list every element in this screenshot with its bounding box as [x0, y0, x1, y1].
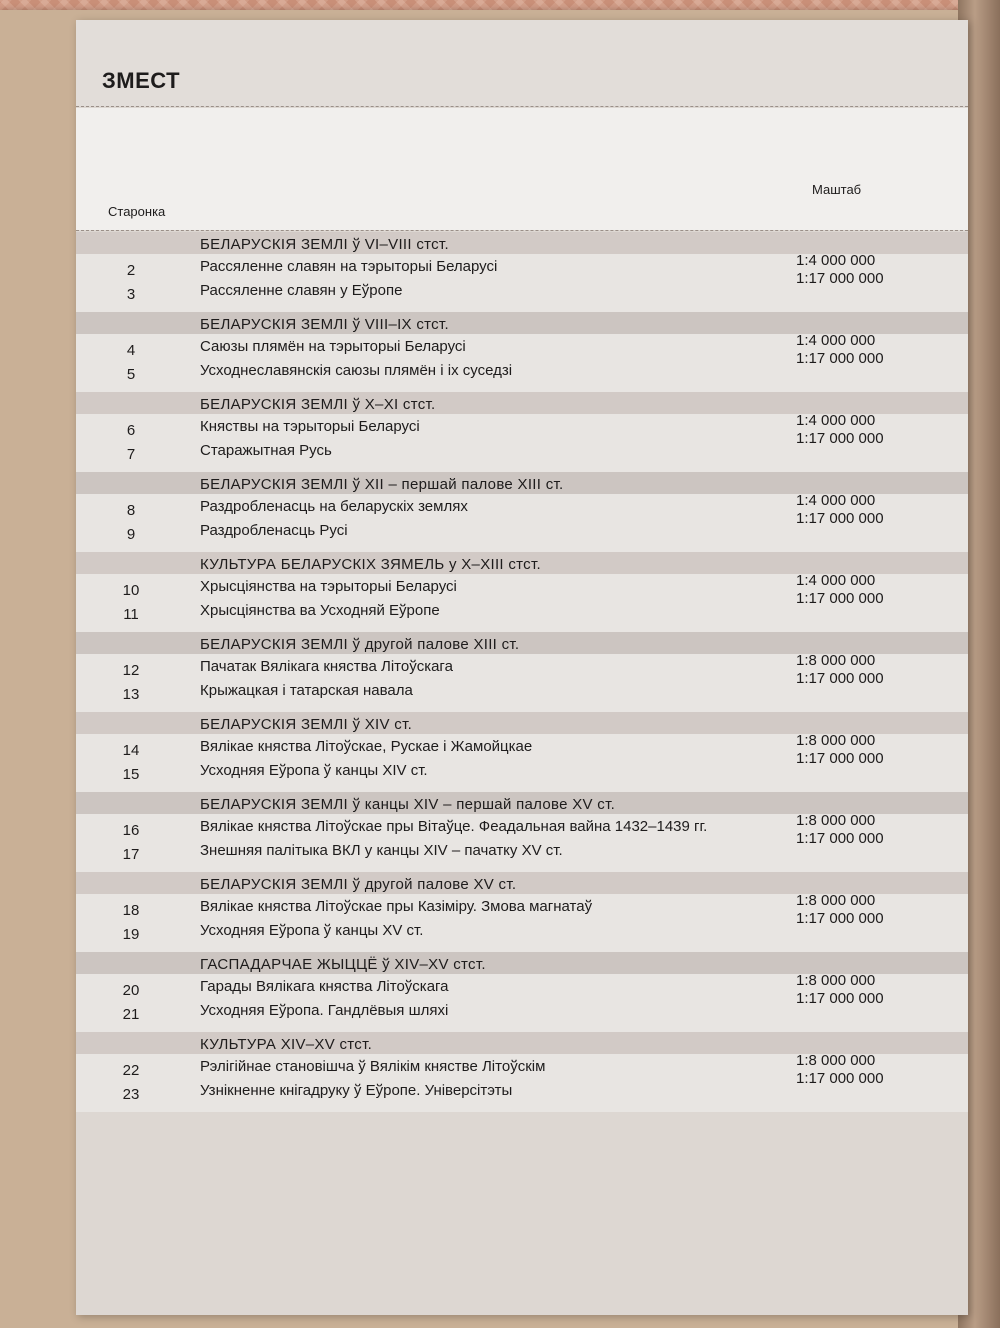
entry-scale: 1:8 000 000 — [796, 972, 876, 989]
entry-scale: 1:4 000 000 — [796, 492, 876, 509]
section-heading-band — [76, 552, 968, 574]
section-heading-band — [76, 392, 968, 414]
contents-section — [76, 392, 968, 472]
contents-section — [76, 472, 968, 552]
entry-page-number: 13 — [122, 686, 140, 703]
section-heading-band — [76, 792, 968, 814]
entry-page-number: 4 — [126, 342, 136, 359]
section-heading-band — [76, 472, 968, 494]
contents-page — [76, 20, 968, 1315]
entry-page-number: 10 — [122, 582, 140, 599]
entry-title: Пачатак Вялікага княства Літоўскага — [200, 658, 453, 675]
entry-title: Раздробленасць Русі — [200, 522, 348, 539]
entry-scale: 1:17 000 000 — [796, 510, 884, 527]
entry-title: Рэлігійнае становішча ў Вялікім княстве Літоўскім — [200, 1058, 546, 1075]
entry-scale: 1:17 000 000 — [796, 270, 884, 287]
entry-title: Крыжацкая і татарская навала — [200, 682, 413, 699]
entry-page-number: 22 — [122, 1062, 140, 1079]
contents-list — [76, 232, 968, 1112]
contents-section — [76, 232, 968, 312]
contents-entry — [76, 350, 968, 386]
section-heading: БЕЛАРУСКІЯ ЗЕМЛІ ў XII – першай палове XIII ст. — [200, 476, 564, 493]
entry-title: Вялікае княства Літоўскае пры Казіміру. Змова магнатаў — [200, 898, 593, 915]
entry-title: Вялікае княства Літоўскае, Рускае і Жамойцкае — [200, 738, 533, 755]
entry-scale: 1:8 000 000 — [796, 732, 876, 749]
entry-title: Хрысціянства ва Усходняй Еўропе — [200, 602, 440, 619]
entry-page-number: 17 — [122, 846, 140, 863]
section-heading: КУЛЬТУРА XIV–XV стст. — [200, 1036, 373, 1053]
entry-title: Узнікненне кнігадруку ў Еўропе. Універсітэты — [200, 1082, 513, 1099]
entry-title: Гарады Вялікага княства Літоўскага — [200, 978, 449, 995]
section-heading: ГАСПАДАРЧАЕ ЖЫЦЦЁ ў XIV–XV стст. — [200, 956, 486, 973]
entry-page-number: 11 — [123, 606, 139, 623]
entry-scale: 1:17 000 000 — [796, 830, 884, 847]
entry-title: Саюзы плямён на тэрыторыі Беларусі — [200, 338, 466, 355]
entry-scale: 1:8 000 000 — [796, 892, 876, 909]
entry-scale: 1:17 000 000 — [796, 1070, 884, 1087]
contents-section — [76, 712, 968, 792]
contents-section — [76, 952, 968, 1032]
contents-section — [76, 872, 968, 952]
section-heading: БЕЛАРУСКІЯ ЗЕМЛІ ў VIII–IX стст. — [200, 316, 449, 333]
section-heading-band — [76, 952, 968, 974]
entry-page-number: 5 — [126, 366, 136, 383]
entry-title: Вялікае княства Літоўскае пры Вітаўце. Феадальная вайна 1432–1439 гг. — [200, 818, 708, 835]
contents-section — [76, 792, 968, 872]
entry-title: Старажытная Русь — [200, 442, 332, 459]
entry-title: Усходняя Еўропа. Гандлёвыя шляхі — [200, 1002, 449, 1019]
entry-scale: 1:4 000 000 — [796, 332, 876, 349]
page-header — [76, 20, 968, 106]
entry-page-number: 15 — [122, 766, 140, 783]
entry-title: Княствы на тэрыторыі Беларусі — [200, 418, 420, 435]
section-heading: БЕЛАРУСКІЯ ЗЕМЛІ ў другой палове XIII ст. — [200, 636, 520, 653]
entry-title: Хрысціянства на тэрыторыі Беларусі — [200, 578, 457, 595]
section-heading: КУЛЬТУРА БЕЛАРУСКІХ ЗЯМЕЛЬ у X–XIII стст. — [200, 556, 541, 573]
header-divider — [76, 106, 968, 107]
entry-page-number: 18 — [122, 902, 140, 919]
entry-title: Усходняя Еўропа ў канцы XV ст. — [200, 922, 424, 939]
entry-scale: 1:8 000 000 — [796, 1052, 876, 1069]
entry-page-number: 23 — [122, 1086, 140, 1103]
entry-scale: 1:4 000 000 — [796, 412, 876, 429]
entry-scale: 1:17 000 000 — [796, 750, 884, 767]
entry-scale: 1:8 000 000 — [796, 812, 876, 829]
entry-scale: 1:8 000 000 — [796, 652, 876, 669]
contents-entry — [76, 510, 968, 546]
entry-scale: 1:4 000 000 — [796, 252, 876, 269]
entry-scale: 1:17 000 000 — [796, 990, 884, 1007]
section-heading-band — [76, 712, 968, 734]
entry-page-number: 14 — [122, 742, 140, 759]
section-heading: БЕЛАРУСКІЯ ЗЕМЛІ ў другой палове XV ст. — [200, 876, 517, 893]
entry-title: Рассяленне славян у Еўропе — [200, 282, 403, 299]
entry-page-number: 2 — [126, 262, 136, 279]
entry-scale: 1:17 000 000 — [796, 670, 884, 687]
entry-title: Знешняя палітыка ВКЛ у канцы XIV – пачатку XV ст. — [200, 842, 563, 859]
entry-page-number: 19 — [122, 926, 140, 943]
entry-scale: 1:17 000 000 — [796, 590, 884, 607]
contents-section — [76, 552, 968, 632]
section-heading: БЕЛАРУСКІЯ ЗЕМЛІ ў VI–VIII стст. — [200, 236, 449, 253]
contents-entry — [76, 270, 968, 306]
column-headers — [76, 108, 968, 230]
entry-scale: 1:4 000 000 — [796, 572, 876, 589]
section-heading: БЕЛАРУСКІЯ ЗЕМЛІ ў XIV ст. — [200, 716, 413, 733]
entry-page-number: 12 — [122, 662, 140, 679]
section-heading-band — [76, 872, 968, 894]
column-header-page: Старонка — [108, 204, 166, 219]
entry-page-number: 7 — [126, 446, 136, 463]
entry-title: Раздробленасць на беларускіх землях — [200, 498, 468, 515]
section-heading-band — [76, 312, 968, 334]
entry-page-number: 16 — [122, 822, 140, 839]
column-header-scale: Маштаб — [812, 182, 862, 197]
section-heading-band — [76, 1032, 968, 1054]
contents-entry — [76, 430, 968, 466]
contents-section — [76, 312, 968, 392]
entry-page-number: 3 — [126, 286, 136, 303]
entry-scale: 1:17 000 000 — [796, 910, 884, 927]
entry-title: Усходнеславянскія саюзы плямён і іх суседзі — [200, 362, 513, 379]
column-divider — [76, 230, 968, 231]
contents-section — [76, 1032, 968, 1112]
entry-scale: 1:17 000 000 — [796, 350, 884, 367]
contents-section — [76, 632, 968, 712]
entry-page-number: 21 — [122, 1006, 140, 1023]
section-heading-band — [76, 632, 968, 654]
entry-scale: 1:17 000 000 — [796, 430, 884, 447]
section-heading: БЕЛАРУСКІЯ ЗЕМЛІ ў X–XI стст. — [200, 396, 436, 413]
entry-page-number: 20 — [122, 982, 140, 999]
entry-page-number: 9 — [126, 526, 136, 543]
entry-page-number: 6 — [126, 422, 136, 439]
section-heading-band — [76, 232, 968, 254]
page-title: ЗМЕСТ — [102, 68, 181, 93]
entry-page-number: 8 — [126, 502, 136, 519]
entry-title: Рассяленне славян на тэрыторыі Беларусі — [200, 258, 498, 275]
entry-title: Усходняя Еўропа ў канцы XIV ст. — [200, 762, 428, 779]
section-heading: БЕЛАРУСКІЯ ЗЕМЛІ ў канцы XIV – першай палове XV ст. — [200, 796, 616, 813]
